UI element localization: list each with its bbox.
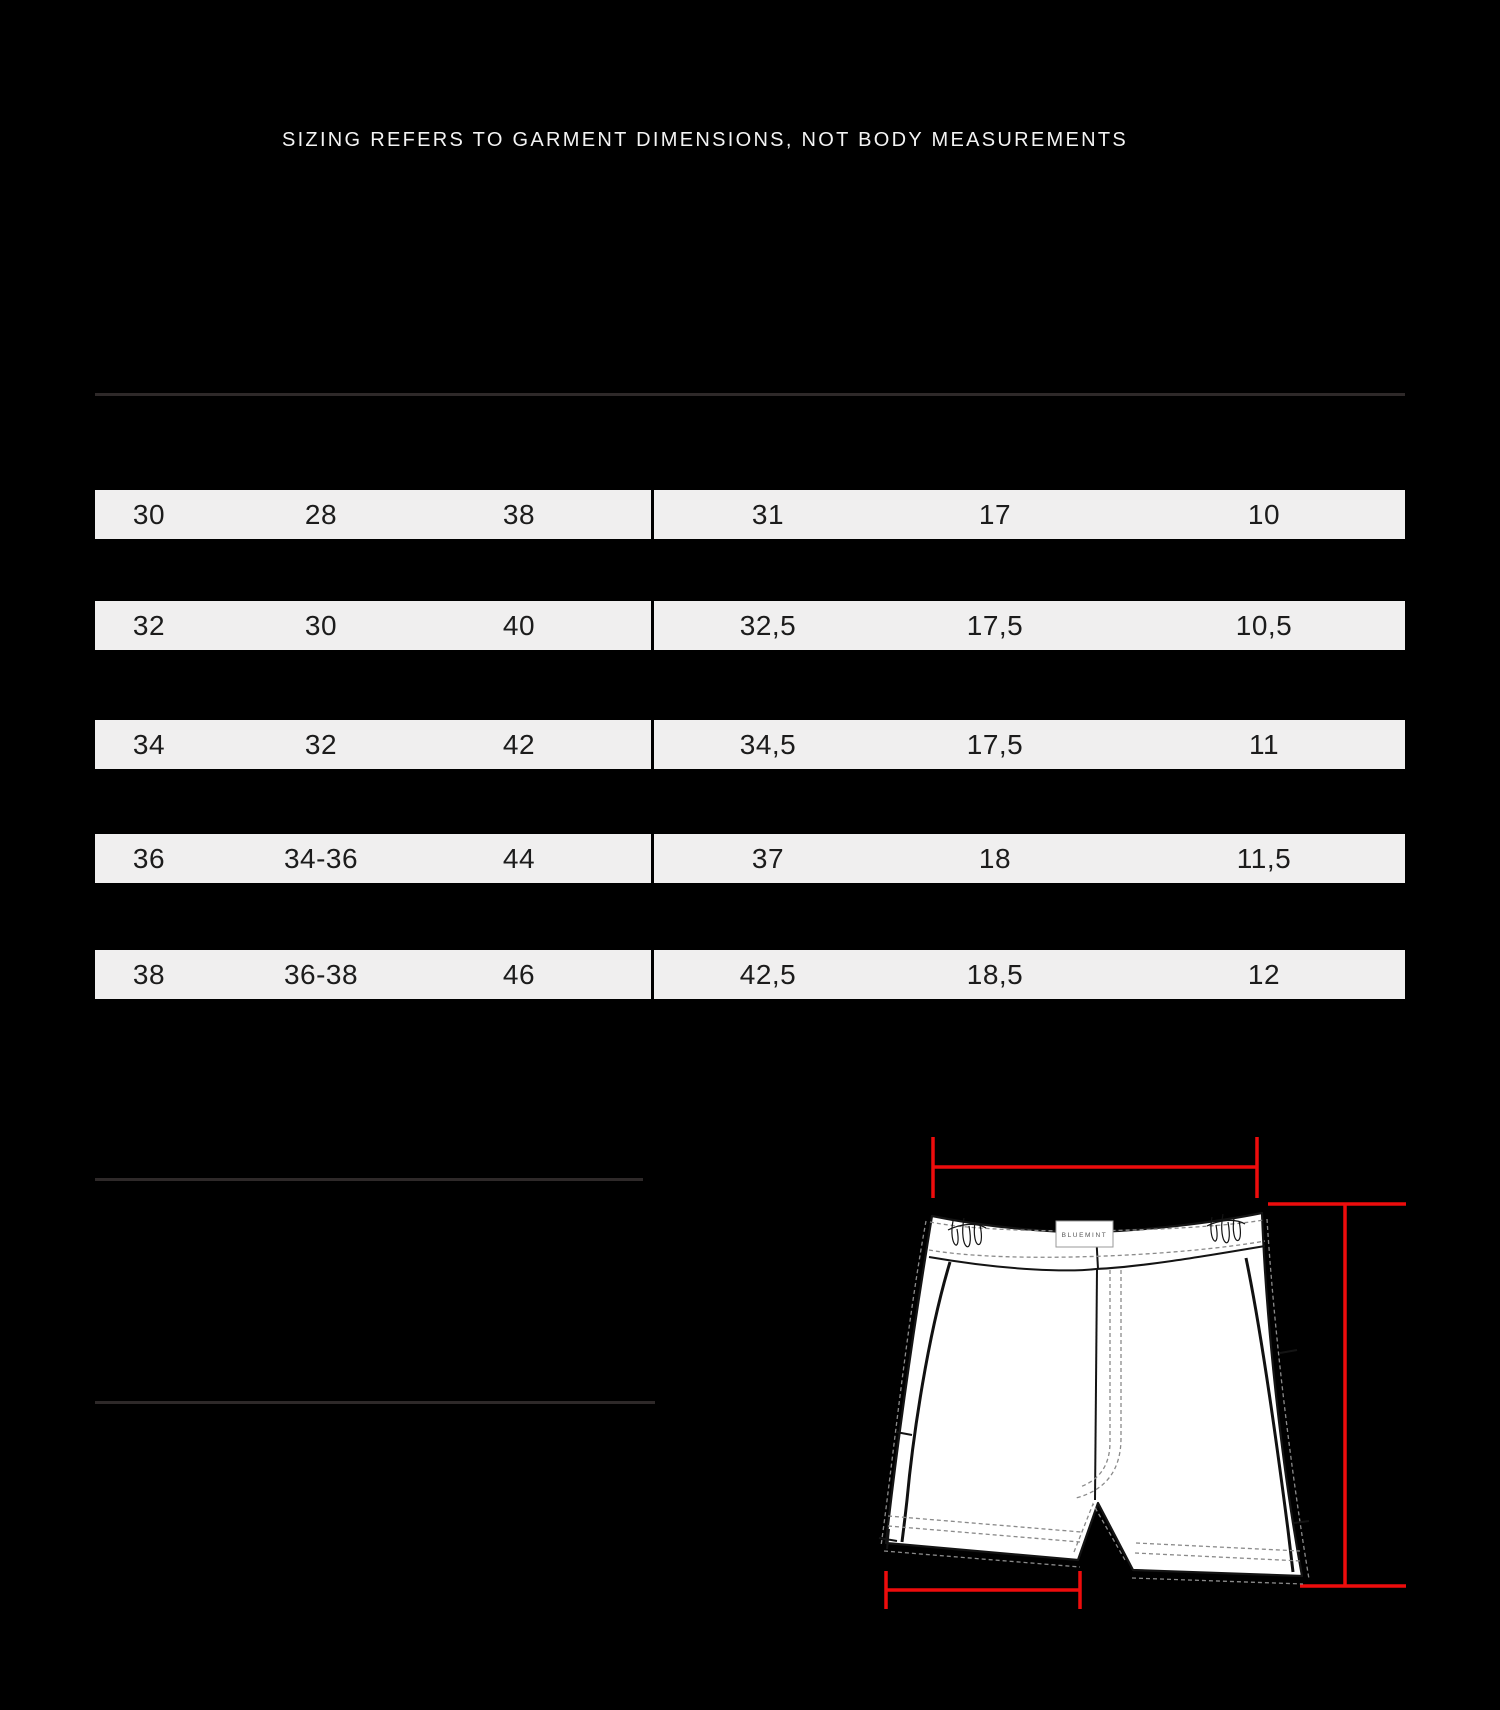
table-row	[95, 601, 1405, 650]
note-divider-1	[95, 1178, 643, 1181]
shorts-illustration	[879, 1213, 1309, 1584]
size-cell: 11,5	[1236, 843, 1292, 874]
size-cell: 17,5	[966, 729, 1024, 760]
table-section-divider	[651, 950, 654, 999]
size-cell: 36-38	[283, 959, 359, 990]
size-cell: 42,5	[739, 959, 797, 990]
size-cell: 11	[1248, 729, 1280, 760]
size-cell: 30	[132, 499, 166, 530]
size-cell: 18,5	[966, 959, 1024, 990]
table-row	[95, 950, 1405, 999]
size-cell: 32,5	[739, 610, 797, 641]
note-divider-2	[95, 1401, 655, 1404]
size-cell: 31	[751, 499, 785, 530]
table-row	[95, 490, 1405, 539]
shorts-measurement-diagram	[780, 1080, 1500, 1710]
page-title: SIZING REFERS TO GARMENT DIMENSIONS, NOT BODY MEASUREMENTS	[281, 129, 1129, 151]
size-cell: 12	[1247, 959, 1281, 990]
table-row	[95, 720, 1405, 769]
size-cell: 32	[304, 729, 338, 760]
size-cell: 34	[132, 729, 166, 760]
size-cell: 10,5	[1235, 610, 1293, 641]
size-cell: 38	[132, 959, 166, 990]
size-cell: 10	[1247, 499, 1281, 530]
size-cell: 34,5	[739, 729, 797, 760]
size-cell: 42	[502, 729, 536, 760]
waist-width-measure-line	[933, 1137, 1257, 1198]
size-cell: 18	[978, 843, 1012, 874]
size-cell: 28	[304, 499, 338, 530]
leg-opening-measure-line	[886, 1571, 1080, 1609]
table-section-divider	[651, 601, 654, 650]
table-row	[95, 834, 1405, 883]
size-cell: 37	[751, 843, 785, 874]
size-cell: 17,5	[966, 610, 1024, 641]
size-cell: 17	[978, 499, 1012, 530]
size-cell: 30	[304, 610, 338, 641]
size-cell: 38	[502, 499, 536, 530]
size-cell: 32	[132, 610, 166, 641]
waistband-label	[1056, 1221, 1113, 1247]
size-cell: 40	[502, 610, 536, 641]
size-cell: 46	[502, 959, 536, 990]
table-section-divider	[651, 720, 654, 769]
size-cell: 44	[502, 843, 536, 874]
size-cell: 36	[132, 843, 166, 874]
table-top-divider	[95, 393, 1405, 396]
table-section-divider	[651, 834, 654, 883]
size-cell: 34-36	[283, 843, 359, 874]
table-section-divider	[651, 490, 654, 539]
waistband-label-text: BLUEMINT	[1061, 1232, 1108, 1239]
